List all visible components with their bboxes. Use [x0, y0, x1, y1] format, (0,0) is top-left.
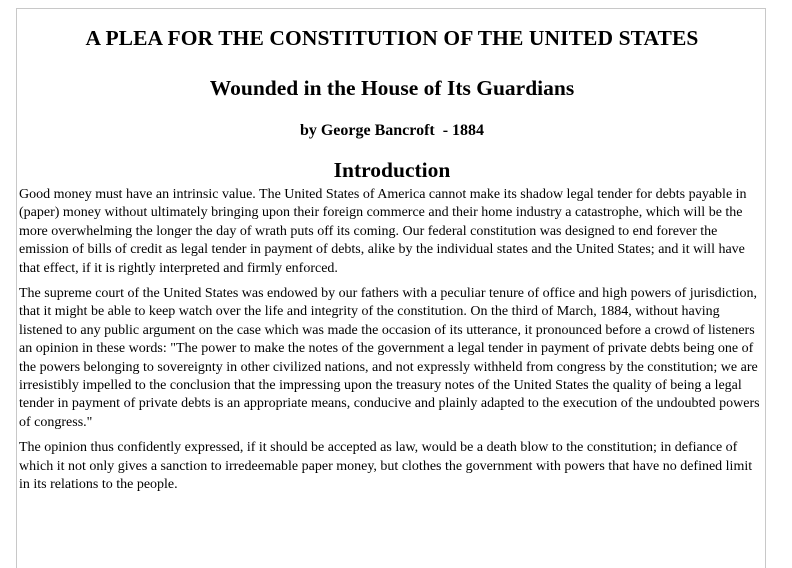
document-subtitle: Wounded in the House of Its Guardians	[209, 76, 575, 100]
document-title: A PLEA FOR THE CONSTITUTION OF THE UNITED STATES	[85, 26, 699, 50]
document-body	[19, 8, 765, 495]
paragraph-3: The opinion thus confidently expressed, if it should be accepted as law, would be a death blow to the constitution; in defiance of which it not only gives a sanction to irredeemable paper money, but clothes the government with powers that have no defined limit in its relations to the people.	[19, 440, 753, 493]
author-byline: by George Bancroft - 1884	[299, 122, 485, 139]
paragraph-2: The supreme court of the United States was endowed by our fathers with a peculiar tenure of office and high powers of jurisdiction, that it might be able to keep watch over the life and integrity of the constitution. On the third of March, 1884, without having listened to any public argument on the case which was made the occasion of its utterance, it pronounced before a crowd of listeners an opinion in these words: "The power to make the notes of the government a legal tender in payment of private debts being one of the powers belonging to sovereignty in other civilized nations, and not expressly withheld from congress by the constitution; we are irresistibly impelled to the conclusion that the impressing upon the treasury notes of the United States the quality of being a legal tender in payment of private debts is an appropriate means, conducive and plainly adapted to the execution of the undoubted powers of congress."	[19, 286, 760, 430]
section-heading-introduction: Introduction	[333, 158, 451, 182]
paragraph-1: Good money must have an intrinsic value. The United States of America cannot make its shadow legal tender for debts payable in (paper) money without ultimately bringing upon their foreign commerce and their home industry a catastrophe, which will be the more overwhelming the longer the day of wrath puts off its coming. Our federal constitution was designed to end forever the emission of bills of credit as legal tender in payment of debts, alike by the individual states and the United States; and it will have that effect, if it is rightly interpreted and firmly enforced.	[19, 187, 747, 276]
